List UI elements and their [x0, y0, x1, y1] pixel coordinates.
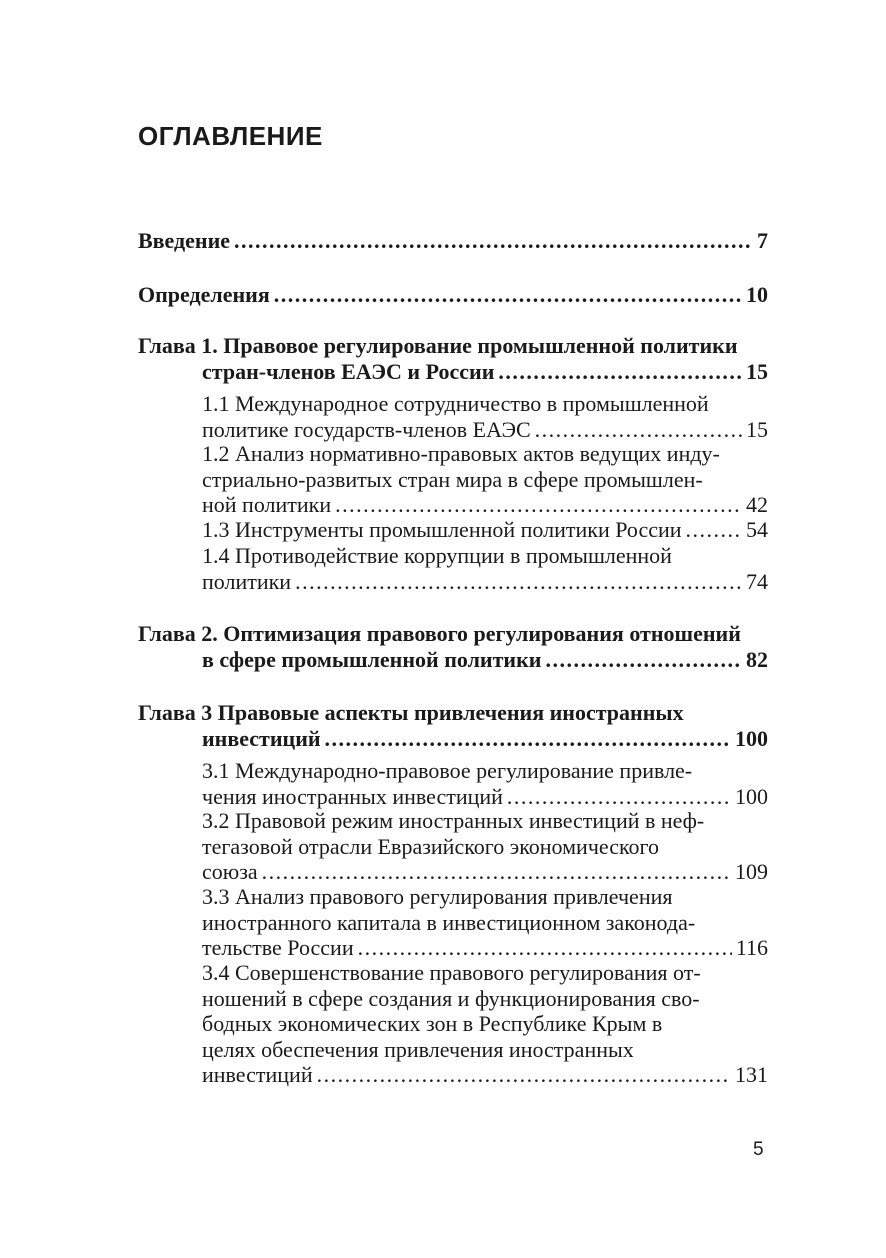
toc-entry-title: 1.3 Инструменты промышленной политики России	[202, 517, 682, 542]
toc-leader-dots	[545, 647, 742, 673]
toc-entry-line	[202, 1037, 768, 1063]
toc-entry-title: ной политики	[202, 492, 332, 517]
toc-entry-line	[138, 282, 768, 308]
toc-entry-line	[202, 784, 768, 810]
toc-entry-title: политики	[202, 568, 292, 594]
toc-leader-dots	[358, 935, 732, 961]
toc-entry-title: 1.1 Международное сотрудничество в промышленной	[202, 391, 709, 416]
toc-entry-title: Глава 3 Правовые аспекты привлечения иностранных	[138, 700, 684, 725]
toc-entry-line	[138, 228, 768, 254]
toc-entry-title: 3.3 Анализ правового регулирования привлечения	[202, 884, 673, 909]
toc-entry-title: 3.4 Совершенствование правового регулирования от-	[202, 960, 701, 985]
toc-leader-dots	[498, 359, 742, 385]
toc-entry-line	[202, 859, 768, 885]
toc-entry-line	[202, 569, 768, 595]
toc-leader-dots	[234, 228, 753, 254]
toc-entry-title: Введение	[138, 228, 231, 253]
toc-entry-line	[202, 441, 768, 467]
toc-entry-line	[202, 726, 768, 752]
toc-leader-dots	[686, 517, 742, 543]
toc-entry-line	[202, 808, 768, 834]
toc-entry-title: ношений в сфере создания и функционирования сво-	[202, 985, 700, 1011]
toc-entry-line	[202, 492, 768, 518]
toc-leader-dots	[335, 492, 742, 518]
toc-page-number: 82	[746, 646, 768, 672]
toc-leader-dots	[262, 859, 731, 885]
toc-leader-dots	[295, 569, 742, 595]
toc-entry-title: 3.2 Правовой режим иностранных инвестиций в неф-	[202, 808, 705, 833]
toc-entry-line	[202, 758, 768, 784]
toc-entry-title: 1.2 Анализ нормативно-правовых актов ведущих инду-	[202, 441, 720, 466]
toc-entry-title: иностранного капитала в инвестиционном законода-	[202, 909, 696, 935]
toc-entry-line	[202, 647, 768, 673]
toc-entry-title: Глава 2. Оптимизация правового регулирования отношений	[138, 621, 741, 646]
toc-entry-title: тегазовой отрасли Евразийского экономического	[202, 833, 660, 859]
toc-entry-line	[202, 543, 768, 569]
toc-page-number: 7	[757, 228, 768, 253]
toc-entry-line	[202, 391, 768, 417]
toc-entry-title: 1.4 Противодействие коррупции в промышленной	[202, 543, 672, 568]
toc-entry-title: Глава 1. Правовое регулирование промышленной политики	[138, 333, 738, 358]
toc-entry-title: стриально-развитых стран мира в сфере промышлен-	[202, 466, 703, 492]
toc-entry-title: политике государств-членов ЕАЭС	[202, 416, 531, 442]
toc-entry-line	[202, 517, 768, 543]
toc-entry-line	[202, 910, 768, 936]
toc-entry-title: целях обеспечения привлечения иностранных	[202, 1036, 634, 1062]
toc-page-number: 15	[746, 416, 768, 442]
toc-entry-title: тельстве России	[202, 935, 354, 960]
toc-page-number: 15	[746, 358, 768, 384]
toc-entry-line	[202, 884, 768, 910]
toc-leader-dots	[535, 417, 742, 443]
toc-entry-line	[202, 1062, 768, 1088]
toc-entry-line	[202, 417, 768, 443]
toc-page-number: 100	[735, 783, 768, 809]
toc-entry-title: Определения	[138, 282, 270, 307]
toc-entry-line	[202, 359, 768, 385]
toc-entry-line	[202, 986, 768, 1012]
toc-entry-line	[202, 1011, 768, 1037]
toc-entry-title: бодных экономических зон в Республике Крым в	[202, 1011, 663, 1036]
toc-page-number: 109	[735, 859, 768, 884]
toc-entry-line	[202, 935, 768, 961]
toc-entry-line	[202, 834, 768, 860]
toc-leader-dots	[507, 784, 731, 810]
toc-entry-title: чения иностранных инвестиций	[202, 783, 503, 809]
toc-entry-title: в сфере промышленной политики	[202, 646, 542, 672]
toc-entry-title: инвестиций	[202, 1062, 313, 1087]
toc-page-number: 74	[746, 568, 768, 594]
toc-entry-line	[138, 621, 768, 647]
toc-entry-title: союза	[202, 859, 258, 884]
toc-entry-title: инвестиций	[202, 725, 321, 751]
toc-page-number: 54	[746, 517, 768, 542]
toc-page-number: 10	[746, 282, 768, 307]
toc-entry-title: стран-членов ЕАЭС и России	[202, 358, 495, 384]
toc-entry-title: 3.1 Международно-правовое регулирование привле-	[202, 758, 693, 783]
toc-entry-line	[202, 467, 768, 493]
toc-entry-line	[138, 700, 768, 726]
toc-page-number: 131	[735, 1062, 768, 1087]
toc-leader-dots	[317, 1062, 731, 1088]
toc-page-number: 42	[746, 492, 768, 517]
page-number: 5	[753, 1139, 764, 1160]
toc-leader-dots	[274, 282, 742, 308]
toc-entry-line	[202, 960, 768, 986]
toc-entry-line	[138, 333, 768, 359]
toc-page-number: 100	[735, 725, 768, 751]
toc-page-number: 116	[735, 935, 768, 960]
toc-leader-dots	[325, 726, 731, 752]
page-heading: ОГЛАВЛЕНИЕ	[138, 121, 323, 151]
